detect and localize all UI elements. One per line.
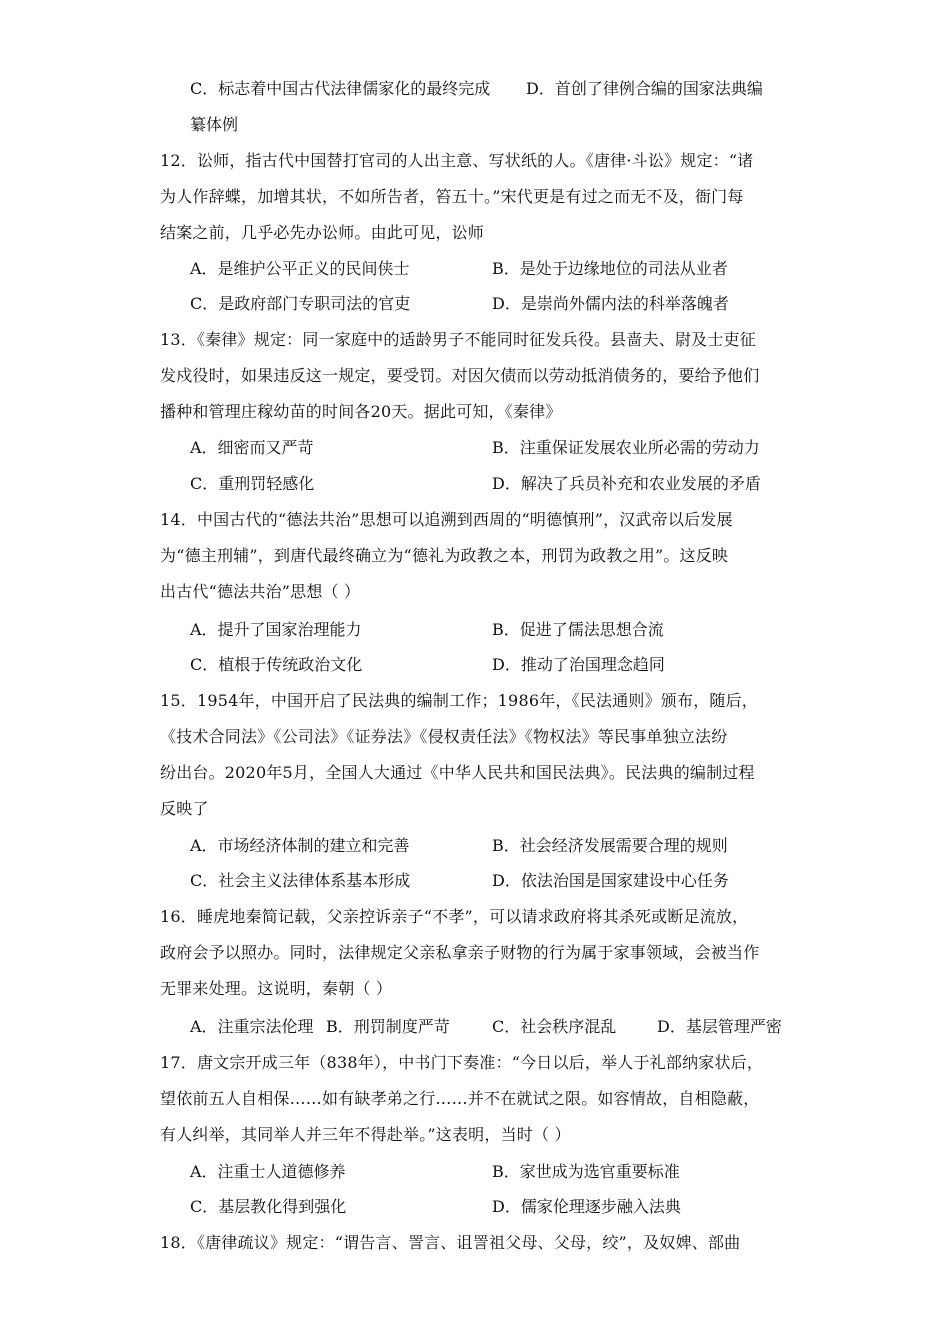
q14-option-a[interactable]: A．提升了国家治理能力 bbox=[190, 620, 362, 639]
q13-option-a[interactable]: A．细密而又严苛 bbox=[190, 438, 314, 457]
q14-option-c[interactable]: C．植根于传统政治文化 bbox=[190, 655, 363, 674]
q16-option-a[interactable]: A．注重宗法伦理 bbox=[190, 1017, 314, 1036]
q11-option-c[interactable]: C．标志着中国古代法律儒家化的最终完成 bbox=[190, 79, 491, 98]
q14-stem-line: 14．中国古代的“德法共治”思想可以追溯到西周的“明德慎刑”，汉武帝以后发展 bbox=[160, 510, 733, 529]
q14-stem-line: 为“德主刑辅”，到唐代最终确立为“德礼为政教之本，刑罚为政教之用”。这反映 bbox=[160, 546, 729, 565]
q17-option-b[interactable]: B．家世成为选官重要标准 bbox=[492, 1162, 680, 1181]
q14-stem-line: 出古代“德法共治”思想（ ） bbox=[160, 582, 361, 601]
q16-option-c[interactable]: C．社会秩序混乱 bbox=[492, 1017, 617, 1036]
q12-stem-line: 为人作辞蝶，加增其状，不如所告者，笞五十。”宋代更是有过之而无不及，衙门每 bbox=[160, 187, 744, 206]
q14-option-b[interactable]: B．促进了儒法思想合流 bbox=[492, 620, 664, 639]
q13-stem-line: 播种和管理庄稼幼苗的时间各20天。据此可知，《秦律》 bbox=[160, 402, 562, 421]
q13-option-c[interactable]: C．重刑罚轻感化 bbox=[190, 474, 315, 493]
q13-stem-line: 发戍役时，如果违反这一规定，要受罚。对因欠债而以劳动抵消债务的，要给予他们 bbox=[160, 366, 760, 385]
q18-stem-line: 18．《唐律疏议》规定：“谓告言、詈言、诅詈祖父母、父母，绞”，及奴婢、部曲 bbox=[160, 1233, 741, 1252]
q15-stem-line: 纷出台。2020年5月，全国人大通过《中华人民共和国民法典》。民法典的编制过程 bbox=[160, 763, 755, 782]
q12-stem-line: 12．讼师，指古代中国替打官司的人出主意、写状纸的人。《唐律·斗讼》规定：“诸 bbox=[160, 151, 754, 170]
q13-stem-line: 13．《秦律》规定：同一家庭中的适龄男子不能同时征发兵役。县啬夫、尉及士吏征 bbox=[160, 330, 756, 349]
q16-stem-line: 无罪来处理。这说明，秦朝（ ） bbox=[160, 979, 393, 998]
q12-option-d[interactable]: D．是崇尚外儒内法的科举落魄者 bbox=[492, 294, 729, 313]
q12-option-a[interactable]: A．是维护公平正义的民间侠士 bbox=[190, 259, 410, 278]
q12-option-c[interactable]: C．是政府部门专职司法的官吏 bbox=[190, 294, 411, 313]
q11-option-d[interactable]: D．首创了律例合编的国家法典编 bbox=[526, 79, 763, 98]
q15-stem-line: 《技术合同法》《公司法》《证券法》《侵权责任法》《物权法》等民事单独立法纷 bbox=[160, 727, 728, 746]
q12-stem-line: 结案之前，几乎必先办讼师。由此可见，讼师 bbox=[160, 223, 485, 242]
q17-stem-line: 望依前五人自相保……如有缺孝弟之行……并不在就试之限。如容情故，自相隐蔽， bbox=[160, 1089, 760, 1108]
q14-option-d[interactable]: D．推动了治国理念趋同 bbox=[492, 655, 665, 674]
q15-option-c[interactable]: C．社会主义法律体系基本形成 bbox=[190, 871, 411, 890]
q15-option-a[interactable]: A．市场经济体制的建立和完善 bbox=[190, 836, 410, 855]
q17-stem-line: 17．唐文宗开成三年（838年），中书门下奏准：“今日以后，举人于礼部纳家状后， bbox=[160, 1053, 764, 1072]
q17-option-d[interactable]: D．儒家伦理逐步融入法典 bbox=[492, 1197, 681, 1216]
q15-option-d[interactable]: D．依法治国是国家建设中心任务 bbox=[492, 871, 729, 890]
q13-option-b[interactable]: B．注重保证发展农业所必需的劳动力 bbox=[492, 438, 760, 457]
q15-stem-line: 15．1954年，中国开启了民法典的编制工作；1986年，《民法通则》颁布，随后， bbox=[160, 691, 758, 710]
q16-stem-line: 16．睡虎地秦简记载，父亲控诉亲子“不孝”，可以请求政府将其杀死或断足流放， bbox=[160, 907, 749, 926]
q17-option-a[interactable]: A．注重士人道德修养 bbox=[190, 1162, 346, 1181]
q15-option-b[interactable]: B．社会经济发展需要合理的规则 bbox=[492, 836, 728, 855]
q12-option-b[interactable]: B．是处于边缘地位的司法从业者 bbox=[492, 259, 728, 278]
q15-stem-line: 反映了 bbox=[160, 799, 209, 818]
q11-option-d-cont: 纂体例 bbox=[190, 115, 239, 134]
q16-option-b[interactable]: B．刑罚制度严苛 bbox=[326, 1017, 450, 1036]
q16-option-d[interactable]: D．基层管理严密 bbox=[657, 1017, 782, 1036]
q16-stem-line: 政府会予以照办。同时，法律规定父亲私拿亲子财物的行为属于家事领域，会被当作 bbox=[160, 943, 760, 962]
q17-stem-line: 有人纠举，其同举人并三年不得赴举。”这表明，当时（ ） bbox=[160, 1125, 571, 1144]
q17-option-c[interactable]: C．基层教化得到强化 bbox=[190, 1197, 347, 1216]
q13-option-d[interactable]: D．解决了兵员补充和农业发展的矛盾 bbox=[492, 474, 761, 493]
